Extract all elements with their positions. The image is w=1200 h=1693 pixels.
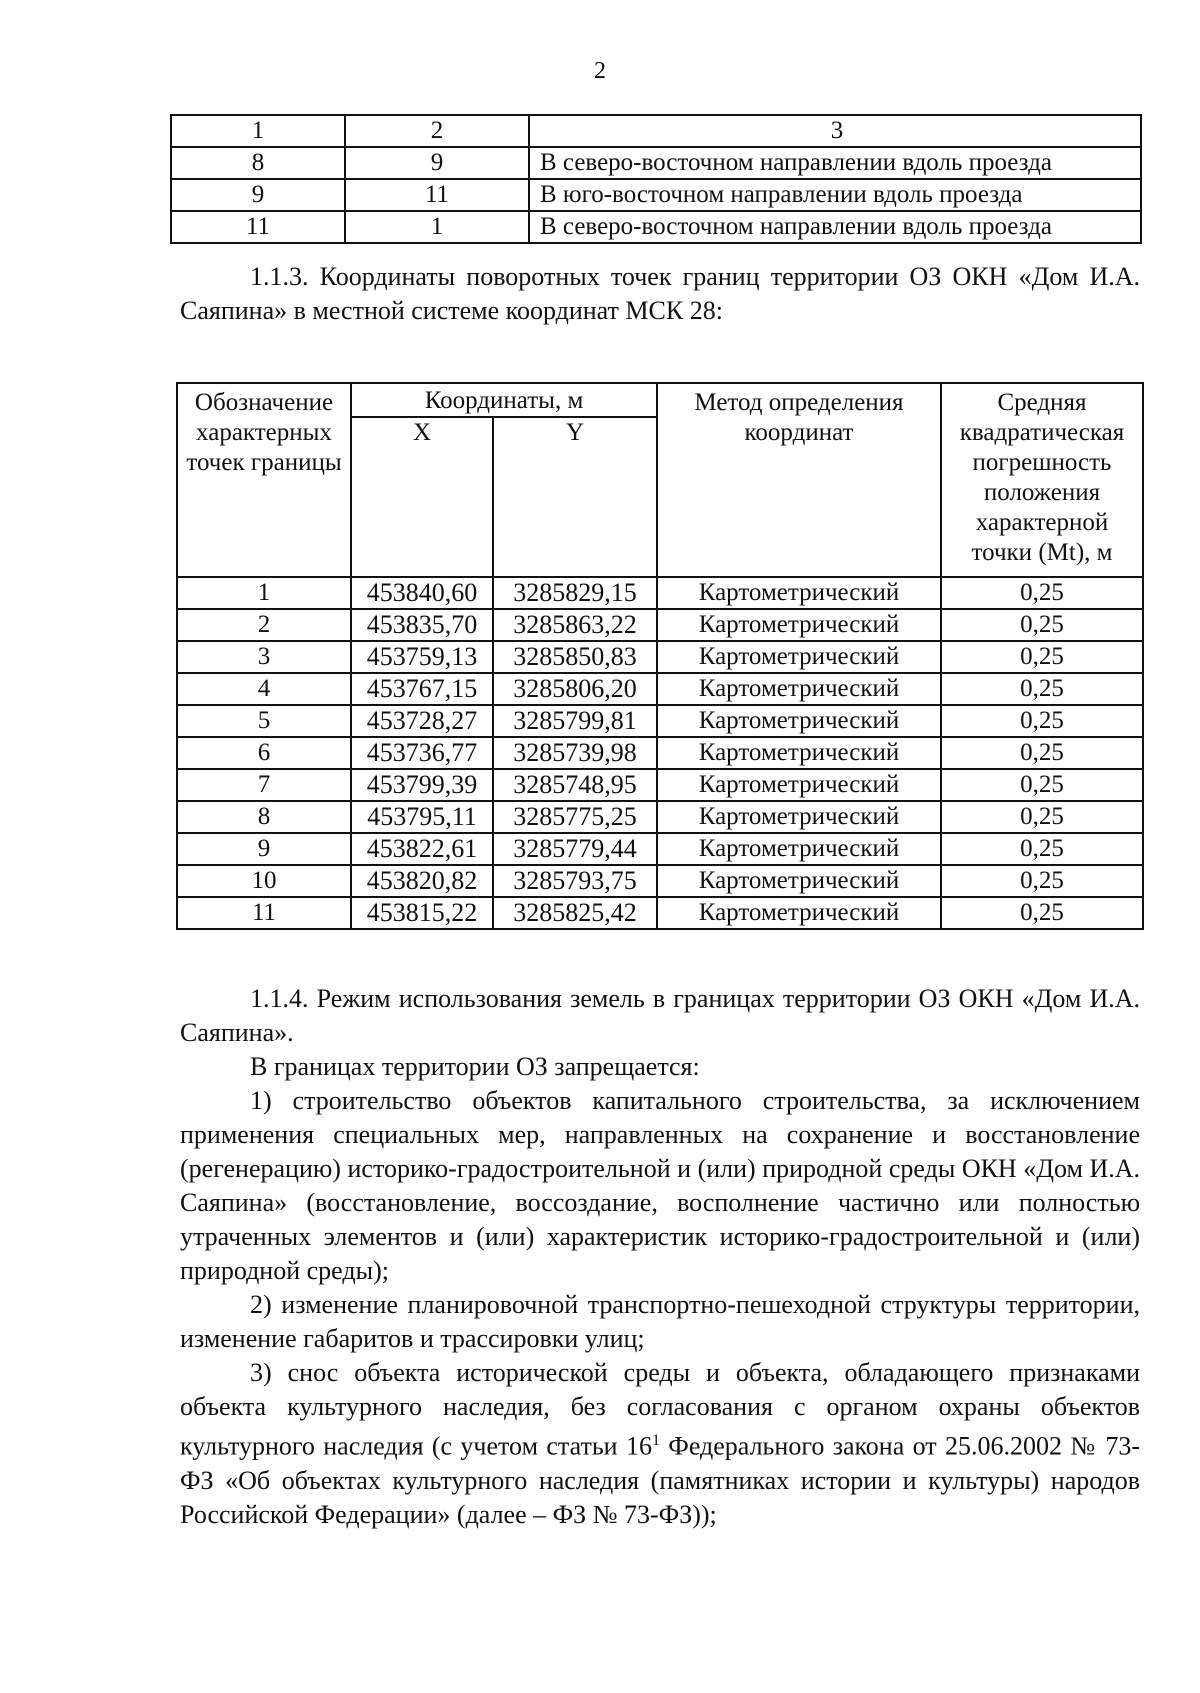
method-cell: Картометрический — [657, 673, 941, 705]
table-row — [171, 147, 1141, 179]
table-header-row — [171, 115, 1141, 147]
method-cell: Картометрический — [657, 577, 941, 609]
y-coordinate-cell: 3285825,42 — [493, 897, 657, 929]
method-cell: Картометрический — [657, 737, 941, 769]
x-coordinate-cell: 453835,70 — [351, 609, 493, 641]
table-header-cell: 3 — [529, 115, 1141, 147]
table-cell: В юго-восточном направлении вдоль проезда — [529, 179, 1141, 211]
point-number-cell: 10 — [177, 865, 351, 897]
method-cell: Картометрический — [657, 833, 941, 865]
error-cell: 0,25 — [941, 705, 1143, 737]
header-error: Средняя квадратическая погрешность положения характерной точки (Mt), м — [941, 383, 1143, 577]
error-cell: 0,25 — [941, 641, 1143, 673]
point-number-cell: 4 — [177, 673, 351, 705]
table-row — [177, 865, 1143, 897]
table-row — [177, 737, 1143, 769]
point-number-cell: 6 — [177, 737, 351, 769]
table-row — [177, 673, 1143, 705]
error-cell: 0,25 — [941, 769, 1143, 801]
point-number-cell: 7 — [177, 769, 351, 801]
x-coordinate-cell: 453759,13 — [351, 641, 493, 673]
method-cell: Картометрический — [657, 609, 941, 641]
x-coordinate-cell: 453822,61 — [351, 833, 493, 865]
header-x: X — [351, 417, 493, 577]
table-row — [171, 179, 1141, 211]
table-row — [171, 211, 1141, 243]
table-cell: 1 — [345, 211, 529, 243]
y-coordinate-cell: 3285779,44 — [493, 833, 657, 865]
item-3-text: 3) снос объекта исторической среды и объекта, обладающего признаками объекта культурного наследия, без согласования с органом охраны объектов культурного наследия (с учетом статьи 16 — [180, 1358, 1140, 1461]
method-cell: Картометрический — [657, 641, 941, 673]
method-cell: Картометрический — [657, 705, 941, 737]
error-cell: 0,25 — [941, 833, 1143, 865]
coordinates-table — [176, 382, 1144, 930]
table-cell: 11 — [345, 179, 529, 211]
point-number-cell: 2 — [177, 609, 351, 641]
error-cell: 0,25 — [941, 897, 1143, 929]
table-row — [177, 641, 1143, 673]
x-coordinate-cell: 453799,39 — [351, 769, 493, 801]
method-cell: Картометрический — [657, 897, 941, 929]
table-row — [177, 801, 1143, 833]
prohibition-item-2: 2) изменение планировочной транспортно-пешеходной структуры территории, изменение габаритов и трассировки улиц; — [180, 1290, 1140, 1353]
point-number-cell: 1 — [177, 577, 351, 609]
point-number-cell: 3 — [177, 641, 351, 673]
table-cell: 8 — [171, 147, 345, 179]
y-coordinate-cell: 3285775,25 — [493, 801, 657, 833]
error-cell: 0,25 — [941, 801, 1143, 833]
prohibition-item-3 — [180, 1356, 1140, 1532]
y-coordinate-cell: 3285806,20 — [493, 673, 657, 705]
point-number-cell: 11 — [177, 897, 351, 929]
error-cell: 0,25 — [941, 577, 1143, 609]
y-coordinate-cell: 3285850,83 — [493, 641, 657, 673]
method-cell: Картометрический — [657, 769, 941, 801]
error-cell: 0,25 — [941, 737, 1143, 769]
table-header-cell: 1 — [171, 115, 345, 147]
coordinates-table-body — [177, 577, 1143, 929]
table-row — [177, 769, 1143, 801]
x-coordinate-cell: 453840,60 — [351, 577, 493, 609]
x-coordinate-cell: 453767,15 — [351, 673, 493, 705]
y-coordinate-cell: 3285799,81 — [493, 705, 657, 737]
error-cell: 0,25 — [941, 609, 1143, 641]
table-row — [177, 609, 1143, 641]
method-cell: Картометрический — [657, 801, 941, 833]
table-row — [177, 897, 1143, 929]
section-1-1-4-heading: 1.1.4. Режим использования земель в границах территории ОЗ ОКН «Дом И.А. Саяпина». — [180, 984, 1140, 1047]
y-coordinate-cell: 3285739,98 — [493, 737, 657, 769]
x-coordinate-cell: 453795,11 — [351, 801, 493, 833]
point-number-cell: 5 — [177, 705, 351, 737]
table-row — [177, 705, 1143, 737]
table-row — [177, 833, 1143, 865]
table-header-row — [177, 383, 1143, 417]
header-coordinates: Координаты, м — [351, 383, 657, 417]
point-number-cell: 8 — [177, 801, 351, 833]
table-row — [177, 577, 1143, 609]
section-1-1-3-heading: 1.1.3. Координаты поворотных точек границ территории ОЗ ОКН «Дом И.А. Саяпина» в местной системе координат МСК 28: — [180, 262, 1140, 325]
prohibition-item-1: 1) строительство объектов капитального строительства, за исключением применения специальных мер, направленных на сохранение и восстановление (регенерацию) историко-градостроительной и (или) природной среды ОКН «Дом И.А. Саяпина» (восстановление, воссоздание, восполнение частично или полностью утраченных элементов и (или) характеристик историко-градостроительной и (или) природной среды); — [180, 1086, 1140, 1285]
header-y: Y — [493, 417, 657, 577]
page-number: 2 — [594, 58, 606, 84]
header-method: Метод определения координат — [657, 383, 941, 577]
item-3-text-continued: Федерального закона от 25.06.2002 № 73-ФЗ «Об объектах культурного наследия (памятниках истории и культуры) народов Российской Федерации» (далее – ФЗ № 73-ФЗ)); — [180, 1431, 1140, 1529]
table-cell: 9 — [345, 147, 529, 179]
table-cell: В северо-восточном направлении вдоль проезда — [529, 211, 1141, 243]
y-coordinate-cell: 3285748,95 — [493, 769, 657, 801]
prohibited-intro: В границах территории ОЗ запрещается: — [250, 1052, 700, 1081]
x-coordinate-cell: 453736,77 — [351, 737, 493, 769]
boundary-description-table — [170, 114, 1142, 244]
x-coordinate-cell: 453815,22 — [351, 897, 493, 929]
y-coordinate-cell: 3285829,15 — [493, 577, 657, 609]
item-3-superscript: 1 — [651, 1432, 660, 1449]
y-coordinate-cell: 3285793,75 — [493, 865, 657, 897]
table-cell: 9 — [171, 179, 345, 211]
x-coordinate-cell: 453820,82 — [351, 865, 493, 897]
header-designation: Обозначение характерных точек границы — [177, 383, 351, 577]
table-header-cell: 2 — [345, 115, 529, 147]
method-cell: Картометрический — [657, 865, 941, 897]
point-number-cell: 9 — [177, 833, 351, 865]
table-cell: В северо-восточном направлении вдоль проезда — [529, 147, 1141, 179]
error-cell: 0,25 — [941, 673, 1143, 705]
error-cell: 0,25 — [941, 865, 1143, 897]
y-coordinate-cell: 3285863,22 — [493, 609, 657, 641]
x-coordinate-cell: 453728,27 — [351, 705, 493, 737]
table-cell: 11 — [171, 211, 345, 243]
